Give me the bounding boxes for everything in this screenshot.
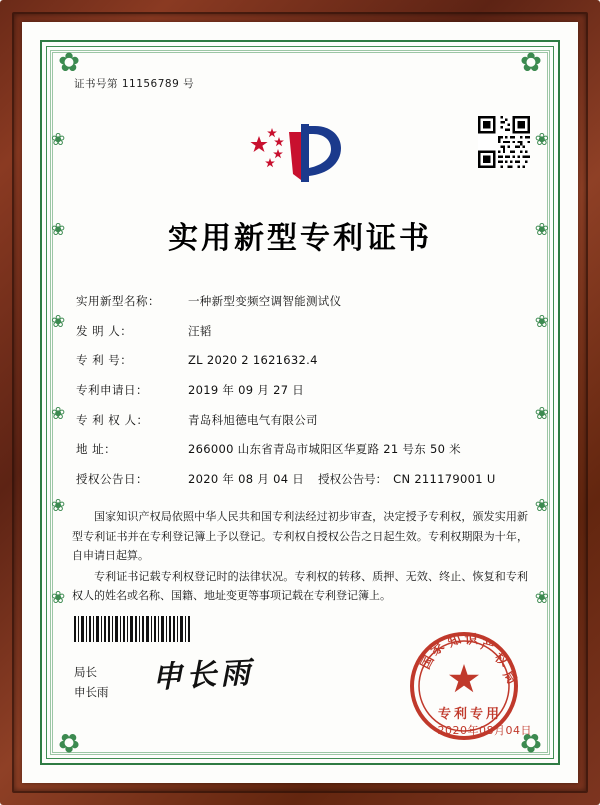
qr-code-icon (478, 116, 530, 168)
svg-text:权: 权 (491, 650, 511, 670)
field-value-patentee: 青岛科旭德电气有限公司 (188, 412, 318, 427)
field-value-address: 266000 山东省青岛市城阳区华夏路 21 号东 50 米 (188, 442, 461, 457)
field-value-patent-number: ZL 2020 2 1621632.4 (188, 353, 318, 368)
field-label-address: 地 址： (76, 442, 117, 457)
certificate-number: 证书号第 11156789 号 (74, 78, 195, 90)
field-row-patentee (68, 414, 532, 427)
vine-ornament-right-3: ❀ (534, 312, 549, 332)
vine-ornament-right-1: ❀ (534, 130, 549, 150)
certificate-content (68, 76, 532, 608)
svg-text:产: 产 (478, 637, 496, 656)
field-list (68, 295, 532, 485)
legal-text (68, 507, 532, 605)
vine-ornament-right-6: ❀ (534, 588, 549, 608)
vine-ornament-right-2: ❀ (534, 220, 549, 240)
field-row-application-date (68, 384, 532, 397)
field-value-name: 一种新型变频空调智能测试仪 (188, 294, 342, 308)
field-value-application-date: 2019 年 09 月 27 日 (188, 382, 305, 397)
field-row-inventor (68, 325, 532, 338)
field-label-patent-number: 专 利 号： (76, 353, 133, 368)
certificate-paper (22, 22, 578, 783)
svg-text:知: 知 (445, 631, 464, 651)
corner-ornament-bottom-right: ✿ (520, 727, 542, 757)
handwritten-signature: 申长雨 (151, 655, 256, 696)
legal-paragraph-1: 国家知识产权局依照中华人民共和国专利法经过初步审查，决定授予专利权，颁发实用新型专利证书并在专利登记簿上予以登记。专利权自授权公告之日起生效。专利权期限为十年，自申请日起算。 (72, 510, 528, 562)
field-label-inventor: 发 明 人： (76, 323, 133, 338)
vine-ornament-left-6: ❀ (51, 588, 66, 608)
patent-emblem-icon (245, 118, 355, 188)
svg-text:专: 专 (470, 707, 484, 722)
page-title: 实用新型专利证书 (168, 221, 432, 256)
field-label-grant-date: 授权公告日： (76, 471, 148, 486)
corner-ornament-bottom-left: ✿ (58, 727, 80, 757)
svg-text:国: 国 (418, 653, 438, 672)
field-label-patentee: 专 利 权 人： (76, 412, 149, 427)
field-row-name (68, 295, 532, 308)
field-row-address (68, 443, 532, 456)
field-label-name: 实用新型名称： (76, 294, 160, 308)
corner-ornament-top-left: ✿ (58, 48, 80, 78)
field-value-inventor: 汪韬 (188, 323, 212, 338)
legal-paragraph-2: 专利证书记载专利权登记时的法律状况。专利权的转移、质押、无效、终止、恢复和专利权人的姓名或名称、国籍、地址变更等事项记载在专利登记簿上。 (72, 570, 528, 603)
svg-text:识: 识 (464, 632, 479, 648)
vine-ornament-left-1: ❀ (51, 130, 66, 150)
seal-date: 2020年08月04日 (437, 724, 532, 737)
signature-name-label: 申长雨 (74, 685, 109, 699)
vine-ornament-right-4: ❀ (534, 404, 549, 424)
field-value-grant-date: 2020 年 08 月 04 日 (188, 471, 305, 486)
svg-text:局: 局 (499, 668, 520, 688)
vine-ornament-left-5: ❀ (51, 496, 66, 516)
field-label-grant-number: 授权公告号： (318, 471, 388, 486)
field-label-application-date: 专利申请日： (76, 382, 148, 397)
corner-ornament-top-right: ✿ (520, 48, 542, 78)
signature-role-label: 局长 (74, 665, 97, 679)
svg-text:利: 利 (454, 707, 468, 722)
field-row-grant (68, 473, 532, 486)
vine-ornament-left-2: ❀ (51, 220, 66, 240)
vine-ornament-left-4: ❀ (51, 404, 66, 424)
field-value-grant-number: CN 211179001 U (393, 471, 496, 486)
svg-text:专: 专 (438, 707, 452, 722)
signature-block (74, 662, 109, 702)
svg-text:家: 家 (427, 639, 448, 660)
barcode-icon (74, 616, 192, 642)
svg-text:用: 用 (486, 707, 500, 722)
vine-ornament-right-5: ❀ (534, 496, 549, 516)
field-row-patent-number (68, 354, 532, 367)
vine-ornament-left-3: ❀ (51, 312, 66, 332)
